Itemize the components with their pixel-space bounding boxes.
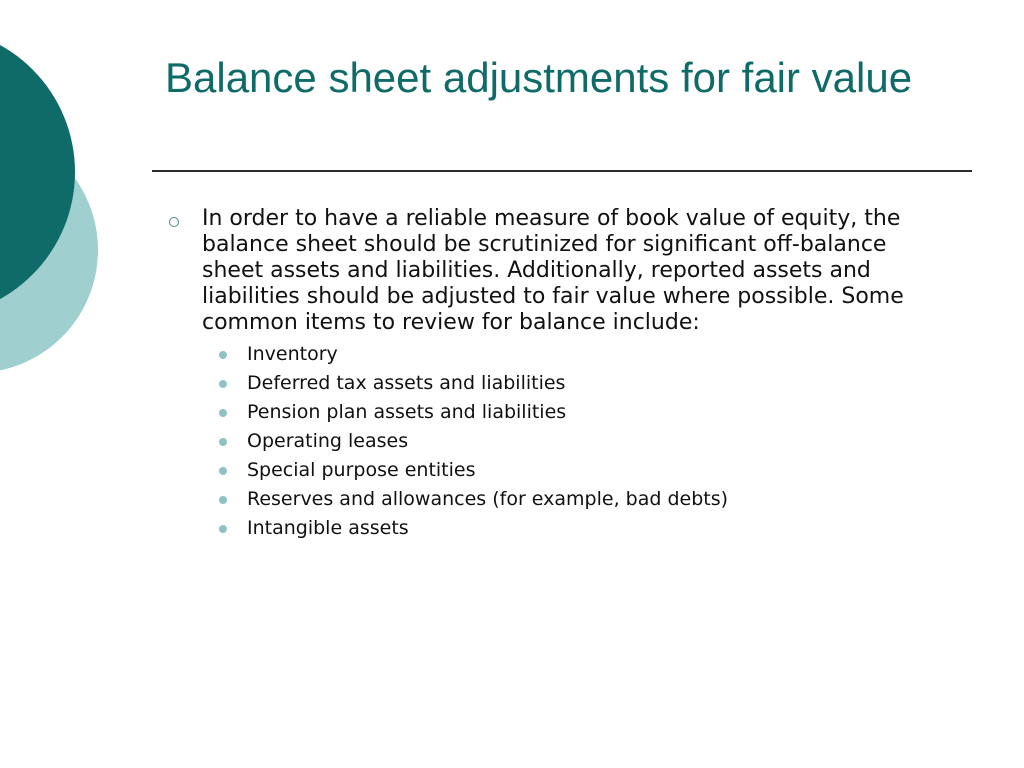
hollow-circle-bullet-icon	[169, 217, 179, 227]
dot-bullet-icon	[219, 409, 227, 417]
sub-bullet-item	[160, 514, 950, 543]
sub-bullet-text: Intangible assets	[247, 517, 409, 539]
sub-bullet-item	[160, 427, 950, 456]
sub-bullet-item	[160, 340, 950, 369]
sub-bullet-item	[160, 369, 950, 398]
sub-bullet-item	[160, 485, 950, 514]
dot-bullet-icon	[219, 467, 227, 475]
dot-bullet-icon	[219, 351, 227, 359]
dot-bullet-icon	[219, 496, 227, 504]
slide-body	[160, 206, 950, 543]
slide-title: Balance sheet adjustments for fair value	[165, 54, 913, 101]
main-bullet-text: In order to have a reliable measure of book value of equity, the balance sheet should be scrutinized for significant off-balance sheet assets and liabilities. Additionally, reported assets and liabilities should be adjusted to fair value where possible. Some common items to review for balance include:	[202, 206, 904, 335]
sub-bullet-text: Special purpose entities	[247, 459, 476, 481]
dot-bullet-icon	[219, 525, 227, 533]
sub-bullet-text: Reserves and allowances (for example, bad debts)	[247, 488, 729, 510]
main-bullet	[160, 206, 950, 336]
dot-bullet-icon	[219, 438, 227, 446]
title-divider	[152, 170, 972, 172]
sub-bullet-text: Pension plan assets and liabilities	[247, 401, 567, 423]
sub-bullet-list	[160, 340, 950, 543]
sub-bullet-text: Inventory	[247, 343, 338, 365]
sub-bullet-text: Deferred tax assets and liabilities	[247, 372, 566, 394]
sub-bullet-text: Operating leases	[247, 430, 409, 452]
decorative-circles	[0, 0, 110, 420]
sub-bullet-item	[160, 456, 950, 485]
dot-bullet-icon	[219, 380, 227, 388]
sub-bullet-item	[160, 398, 950, 427]
